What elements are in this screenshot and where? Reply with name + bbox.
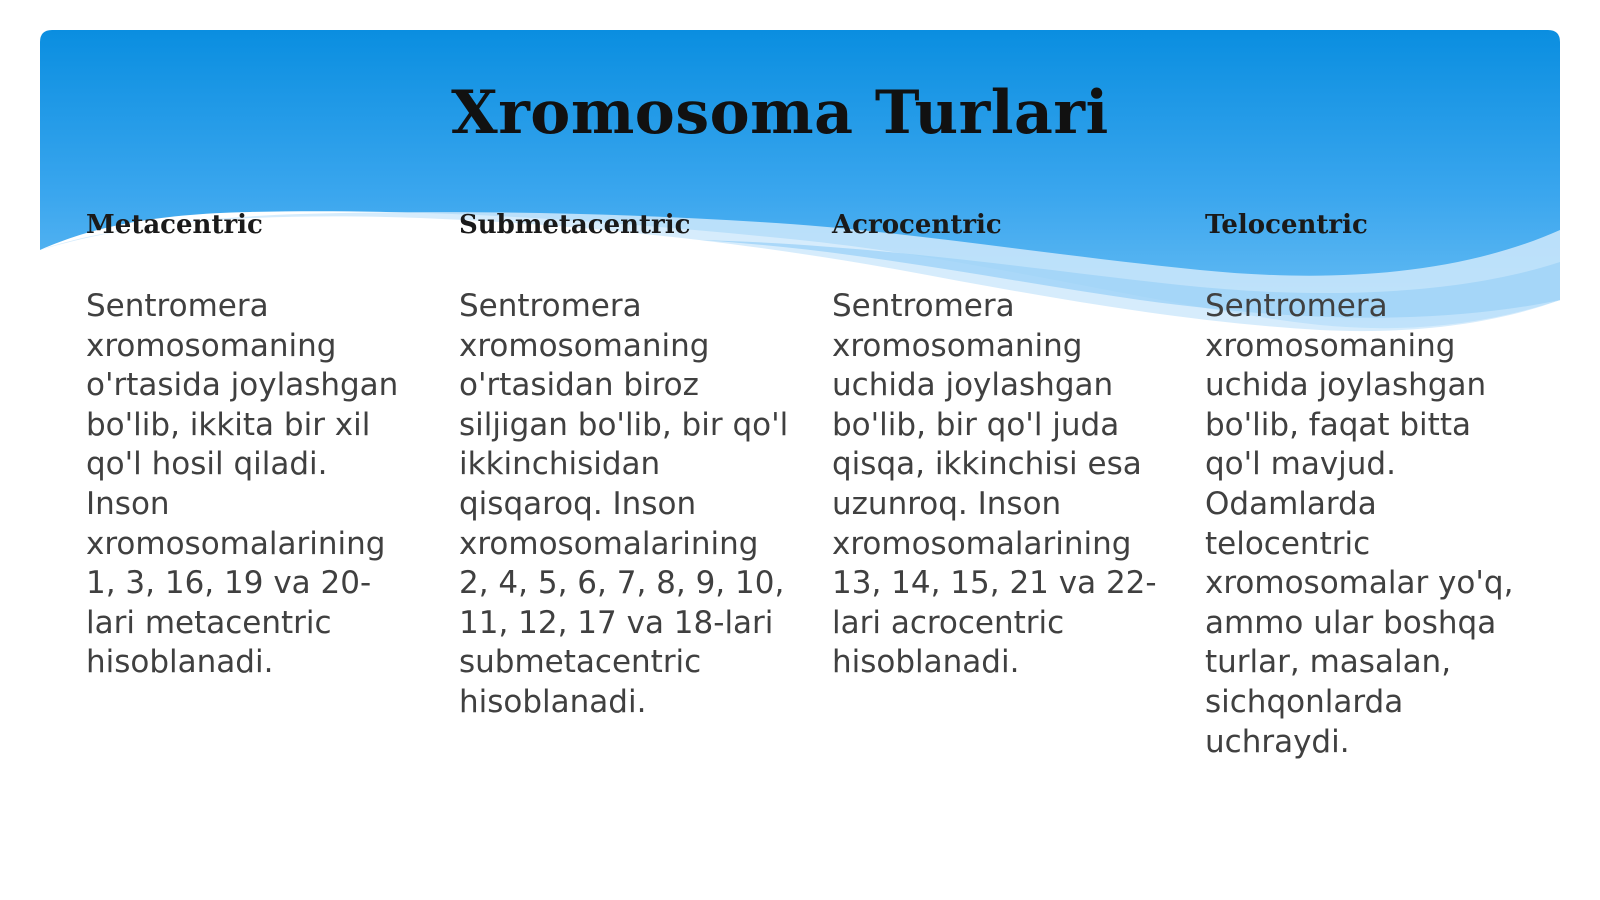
column-heading: Metacentric (86, 210, 263, 240)
column-telocentric (1205, 205, 1535, 762)
column-body: Sentromera xromosomaning uchida joylashgan bo'lib, faqat bitta qo'l mavjud. Odamlarda telocentric xromosomalar yo'q, ammo ular boshqa turlar, masalan, sichqonlarda uchraydi. (1205, 288, 1514, 760)
slide-title: Xromosoma Turlari (451, 78, 1109, 148)
chromosome-types-columns (86, 205, 1546, 845)
column-body: Sentromera xromosomaning o'rtasidan biroz siljigan bo'lib, bir qo'l ikkinchisidan qisqaroq. Inson xromosomalarining 2, 4, 5, 6, 7, 8, 9, 10, 11, 12, 17 va 18-lari submetacentric hisoblanadi. (459, 288, 789, 720)
column-acrocentric (832, 205, 1162, 683)
column-heading: Acrocentric (832, 210, 1002, 240)
column-heading: Telocentric (1205, 210, 1368, 240)
column-metacentric (86, 205, 416, 683)
column-body: Sentromera xromosomaning uchida joylashgan bo'lib, bir qo'l juda qisqa, ikkinchisi esa uzunroq. Inson xromosomalarining 13, 14, 15, 21 va 22-lari acrocentric hisoblanadi. (832, 288, 1157, 681)
column-heading: Submetacentric (459, 210, 691, 240)
column-body: Sentromera xromosomaning o'rtasida joylashgan bo'lib, ikkita bir xil qo'l hosil qiladi. Inson xromosomalarining 1, 3, 16, 19 va 20-lari metacentric hisoblanadi. (86, 288, 399, 681)
column-submetacentric (459, 205, 789, 723)
